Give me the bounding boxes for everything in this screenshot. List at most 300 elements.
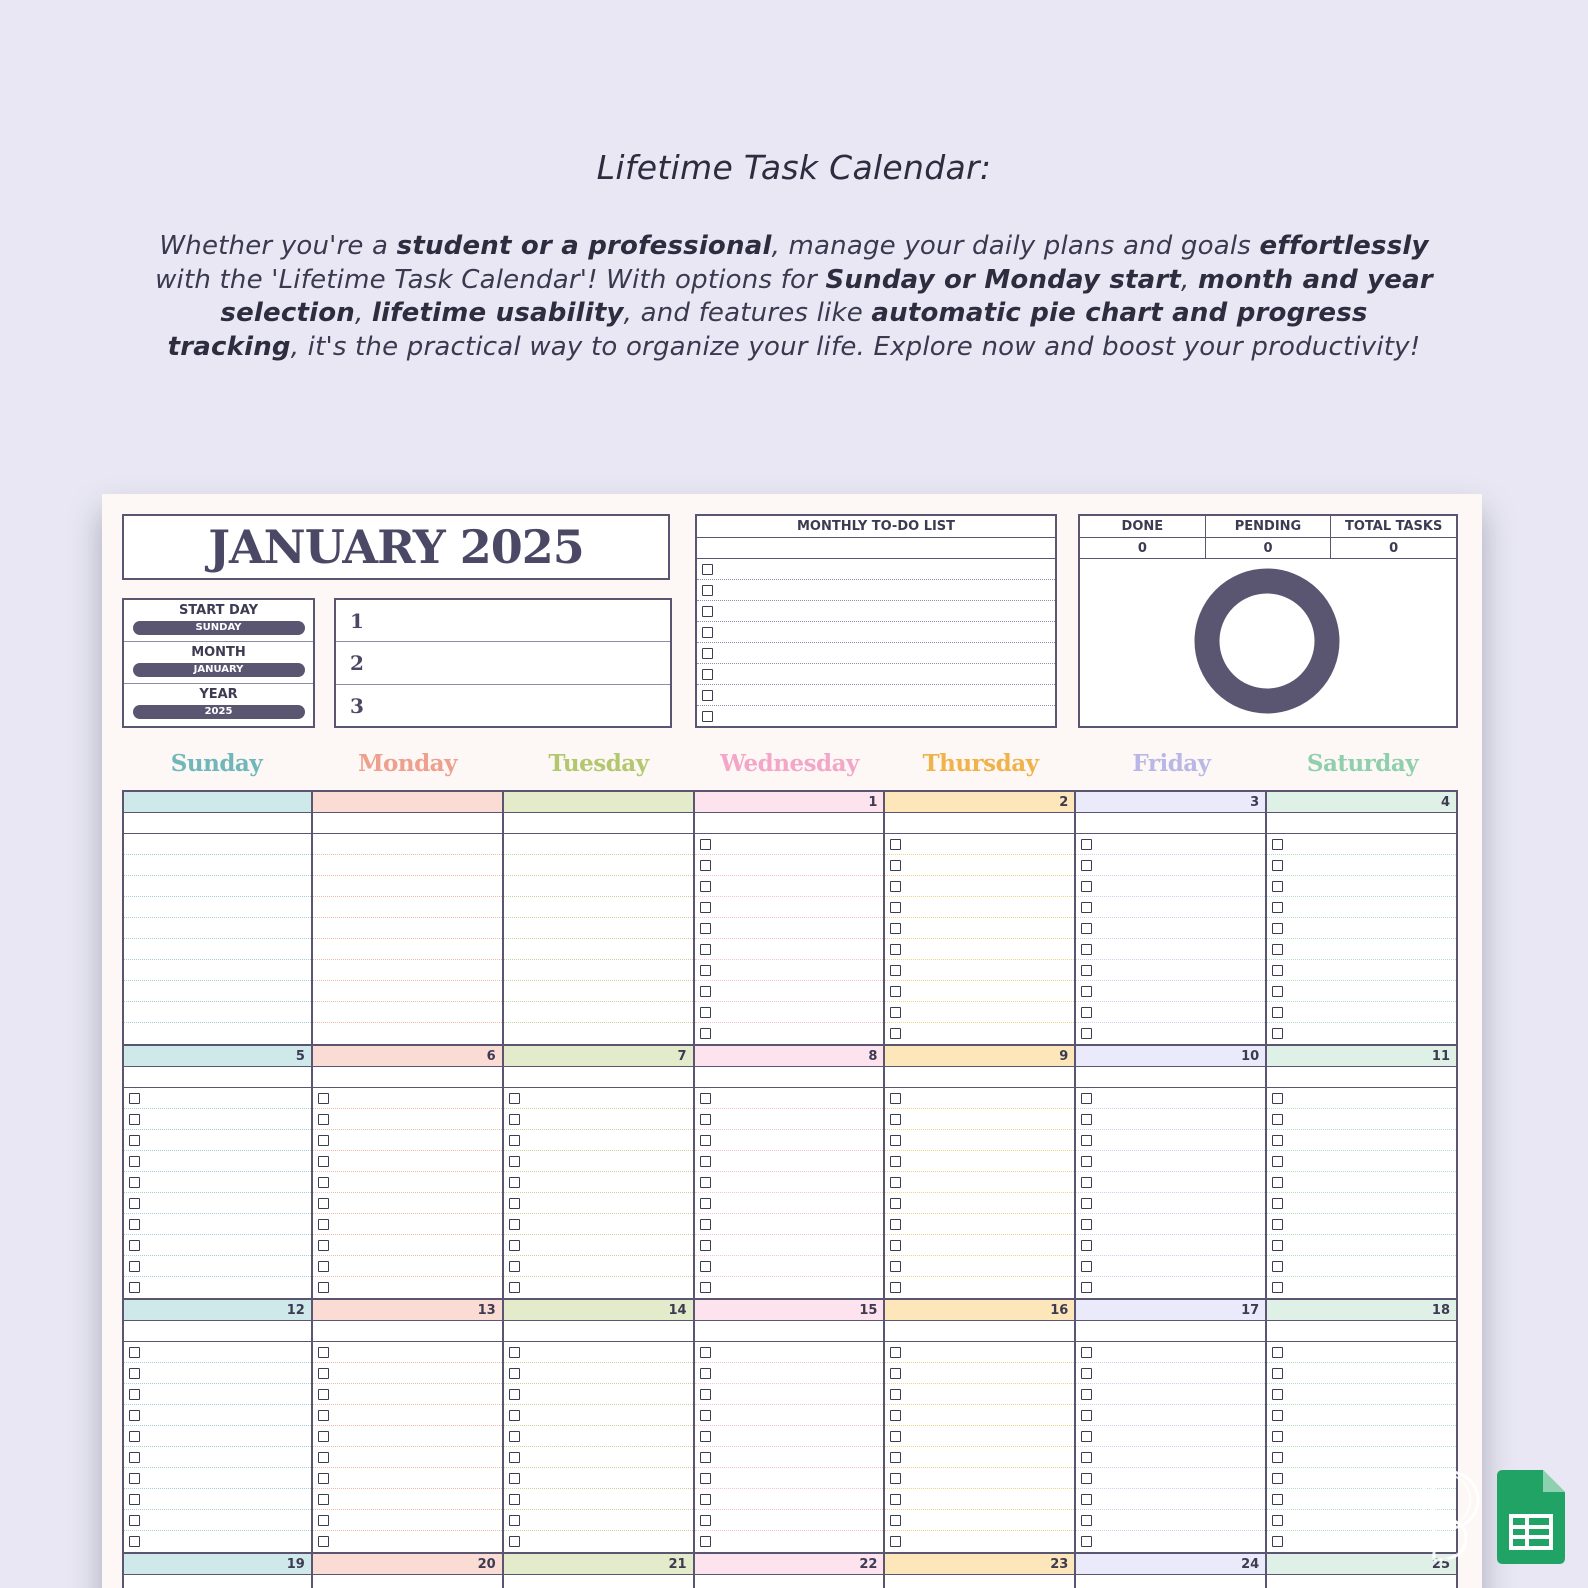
task-line[interactable]: [504, 1130, 693, 1151]
task-line[interactable]: [1267, 1023, 1456, 1044]
checkbox[interactable]: [1272, 1494, 1283, 1505]
task-line[interactable]: [313, 1426, 502, 1447]
task-line[interactable]: [504, 918, 693, 939]
checkbox[interactable]: [1081, 1410, 1092, 1421]
task-line[interactable]: [313, 1531, 502, 1552]
checkbox[interactable]: [318, 1515, 329, 1526]
task-line[interactable]: [885, 1172, 1074, 1193]
task-line[interactable]: [504, 1172, 693, 1193]
month-dropdown[interactable]: JANUARY: [133, 663, 305, 677]
checkbox[interactable]: [1081, 902, 1092, 913]
checkbox[interactable]: [700, 1473, 711, 1484]
task-line[interactable]: [313, 918, 502, 939]
checkbox[interactable]: [318, 1473, 329, 1484]
checkbox[interactable]: [509, 1093, 520, 1104]
task-line[interactable]: [695, 918, 884, 939]
day-note[interactable]: [313, 1575, 502, 1588]
task-line[interactable]: [1267, 1426, 1456, 1447]
checkbox[interactable]: [318, 1347, 329, 1358]
task-line[interactable]: [885, 1510, 1074, 1531]
task-line[interactable]: [313, 1130, 502, 1151]
task-line[interactable]: [504, 1510, 693, 1531]
checkbox[interactable]: [1272, 1282, 1283, 1293]
day-note[interactable]: [885, 813, 1074, 834]
checkbox[interactable]: [1081, 1515, 1092, 1526]
day-note[interactable]: [1267, 1067, 1456, 1088]
todo-row[interactable]: [697, 622, 1055, 643]
task-line[interactable]: [124, 1023, 311, 1044]
checkbox[interactable]: [890, 1368, 901, 1379]
task-line[interactable]: [504, 1447, 693, 1468]
task-line[interactable]: [885, 1151, 1074, 1172]
checkbox[interactable]: [890, 1093, 901, 1104]
task-line[interactable]: [313, 1277, 502, 1298]
checkbox[interactable]: [509, 1198, 520, 1209]
checkbox[interactable]: [890, 1135, 901, 1146]
task-line[interactable]: [695, 939, 884, 960]
task-line[interactable]: [695, 1109, 884, 1130]
task-line[interactable]: [885, 1384, 1074, 1405]
task-line[interactable]: [504, 1489, 693, 1510]
task-line[interactable]: [504, 897, 693, 918]
checkbox[interactable]: [1272, 1452, 1283, 1463]
checkbox[interactable]: [1081, 1135, 1092, 1146]
task-line[interactable]: [695, 855, 884, 876]
task-line[interactable]: [313, 1235, 502, 1256]
checkbox[interactable]: [702, 606, 713, 617]
task-line[interactable]: [1076, 1405, 1265, 1426]
checkbox[interactable]: [1272, 860, 1283, 871]
checkbox[interactable]: [318, 1240, 329, 1251]
checkbox[interactable]: [1272, 1093, 1283, 1104]
day-note[interactable]: [695, 1575, 884, 1588]
task-line[interactable]: [885, 1405, 1074, 1426]
checkbox[interactable]: [129, 1431, 140, 1442]
task-line[interactable]: [313, 1363, 502, 1384]
checkbox[interactable]: [1081, 986, 1092, 997]
checkbox[interactable]: [890, 1494, 901, 1505]
checkbox[interactable]: [509, 1389, 520, 1400]
setting-month[interactable]: [124, 642, 313, 684]
checkbox[interactable]: [509, 1536, 520, 1547]
task-line[interactable]: [1267, 1277, 1456, 1298]
task-line[interactable]: [1076, 1256, 1265, 1277]
checkbox[interactable]: [1272, 1156, 1283, 1167]
checkbox[interactable]: [700, 1389, 711, 1400]
checkbox[interactable]: [1081, 1536, 1092, 1547]
task-line[interactable]: [695, 1088, 884, 1109]
checkbox[interactable]: [129, 1282, 140, 1293]
todo-row[interactable]: [697, 580, 1055, 601]
task-line[interactable]: [1267, 918, 1456, 939]
task-line[interactable]: [313, 1447, 502, 1468]
task-line[interactable]: [313, 1489, 502, 1510]
checkbox[interactable]: [700, 1156, 711, 1167]
checkbox[interactable]: [700, 1114, 711, 1125]
task-line[interactable]: [1076, 939, 1265, 960]
checkbox[interactable]: [1272, 965, 1283, 976]
task-line[interactable]: [885, 834, 1074, 855]
checkbox[interactable]: [700, 881, 711, 892]
task-line[interactable]: [124, 1256, 311, 1277]
checkbox[interactable]: [509, 1114, 520, 1125]
checkbox[interactable]: [318, 1494, 329, 1505]
checkbox[interactable]: [129, 1219, 140, 1230]
task-line[interactable]: [885, 1256, 1074, 1277]
checkbox[interactable]: [700, 1198, 711, 1209]
checkbox[interactable]: [129, 1452, 140, 1463]
checkbox[interactable]: [890, 1431, 901, 1442]
task-line[interactable]: [504, 1235, 693, 1256]
task-line[interactable]: [124, 1405, 311, 1426]
task-line[interactable]: [885, 876, 1074, 897]
checkbox[interactable]: [1081, 1219, 1092, 1230]
checkbox[interactable]: [318, 1093, 329, 1104]
task-line[interactable]: [1267, 1193, 1456, 1214]
task-line[interactable]: [885, 1468, 1074, 1489]
checkbox[interactable]: [890, 1156, 901, 1167]
task-line[interactable]: [885, 1235, 1074, 1256]
task-line[interactable]: [504, 1023, 693, 1044]
task-line[interactable]: [885, 1193, 1074, 1214]
checkbox[interactable]: [702, 711, 713, 722]
checkbox[interactable]: [1081, 1028, 1092, 1039]
todo-row[interactable]: [697, 601, 1055, 622]
task-line[interactable]: [695, 1277, 884, 1298]
task-line[interactable]: [313, 1468, 502, 1489]
task-line[interactable]: [1267, 855, 1456, 876]
checkbox[interactable]: [129, 1093, 140, 1104]
checkbox[interactable]: [318, 1431, 329, 1442]
task-line[interactable]: [504, 1256, 693, 1277]
task-line[interactable]: [695, 1342, 884, 1363]
task-line[interactable]: [504, 1277, 693, 1298]
task-line[interactable]: [124, 876, 311, 897]
task-line[interactable]: [695, 1489, 884, 1510]
task-line[interactable]: [1076, 1363, 1265, 1384]
task-line[interactable]: [313, 1214, 502, 1235]
checkbox[interactable]: [700, 965, 711, 976]
checkbox[interactable]: [890, 1198, 901, 1209]
checkbox[interactable]: [890, 944, 901, 955]
task-line[interactable]: [695, 1256, 884, 1277]
todo-row[interactable]: [697, 706, 1055, 727]
checkbox[interactable]: [1272, 1389, 1283, 1400]
task-line[interactable]: [1267, 960, 1456, 981]
checkbox[interactable]: [318, 1114, 329, 1125]
day-note[interactable]: [1267, 1321, 1456, 1342]
task-line[interactable]: [504, 1405, 693, 1426]
task-line[interactable]: [504, 1109, 693, 1130]
checkbox[interactable]: [1081, 1473, 1092, 1484]
task-line[interactable]: [1267, 1109, 1456, 1130]
task-line[interactable]: [124, 897, 311, 918]
day-note[interactable]: [313, 1321, 502, 1342]
task-line[interactable]: [1267, 1342, 1456, 1363]
day-note[interactable]: [695, 813, 884, 834]
checkbox[interactable]: [318, 1452, 329, 1463]
task-line[interactable]: [1267, 1214, 1456, 1235]
checkbox[interactable]: [700, 860, 711, 871]
task-line[interactable]: [885, 1088, 1074, 1109]
checkbox[interactable]: [700, 1261, 711, 1272]
task-line[interactable]: [695, 1214, 884, 1235]
task-line[interactable]: [124, 960, 311, 981]
day-note[interactable]: [124, 1321, 311, 1342]
task-line[interactable]: [695, 1363, 884, 1384]
day-note[interactable]: [1076, 813, 1265, 834]
task-line[interactable]: [313, 897, 502, 918]
checkbox[interactable]: [129, 1536, 140, 1547]
task-line[interactable]: [1267, 1130, 1456, 1151]
task-line[interactable]: [504, 876, 693, 897]
task-line[interactable]: [1076, 1151, 1265, 1172]
day-note[interactable]: [504, 813, 693, 834]
checkbox[interactable]: [890, 1347, 901, 1358]
task-line[interactable]: [504, 1426, 693, 1447]
task-line[interactable]: [1076, 1531, 1265, 1552]
checkbox[interactable]: [318, 1368, 329, 1379]
task-line[interactable]: [885, 855, 1074, 876]
day-note[interactable]: [313, 813, 502, 834]
checkbox[interactable]: [509, 1473, 520, 1484]
checkbox[interactable]: [1272, 1114, 1283, 1125]
task-line[interactable]: [695, 1510, 884, 1531]
task-line[interactable]: [695, 1151, 884, 1172]
checkbox[interactable]: [129, 1177, 140, 1188]
task-line[interactable]: [695, 1468, 884, 1489]
checkbox[interactable]: [700, 1347, 711, 1358]
start-day-dropdown[interactable]: SUNDAY: [133, 621, 305, 635]
day-note[interactable]: [695, 1321, 884, 1342]
task-line[interactable]: [885, 1489, 1074, 1510]
task-line[interactable]: [1076, 960, 1265, 981]
day-note[interactable]: [885, 1321, 1074, 1342]
task-line[interactable]: [313, 1256, 502, 1277]
task-line[interactable]: [504, 1214, 693, 1235]
checkbox[interactable]: [1081, 1177, 1092, 1188]
task-line[interactable]: [124, 1002, 311, 1023]
checkbox[interactable]: [509, 1431, 520, 1442]
checkbox[interactable]: [1081, 1007, 1092, 1018]
task-line[interactable]: [124, 981, 311, 1002]
day-note[interactable]: [695, 1067, 884, 1088]
task-line[interactable]: [1076, 897, 1265, 918]
task-line[interactable]: [124, 834, 311, 855]
checkbox[interactable]: [700, 1536, 711, 1547]
task-line[interactable]: [1076, 1384, 1265, 1405]
task-line[interactable]: [124, 855, 311, 876]
checkbox[interactable]: [890, 1515, 901, 1526]
task-line[interactable]: [1076, 1468, 1265, 1489]
task-line[interactable]: [695, 1426, 884, 1447]
checkbox[interactable]: [890, 1219, 901, 1230]
checkbox[interactable]: [1081, 1347, 1092, 1358]
task-line[interactable]: [1267, 834, 1456, 855]
checkbox[interactable]: [1272, 986, 1283, 997]
checkbox[interactable]: [702, 648, 713, 659]
day-note[interactable]: [1267, 1575, 1456, 1588]
task-line[interactable]: [885, 1023, 1074, 1044]
checkbox[interactable]: [700, 1028, 711, 1039]
setting-start-day[interactable]: [124, 600, 313, 642]
checkbox[interactable]: [318, 1135, 329, 1146]
task-line[interactable]: [504, 1193, 693, 1214]
task-line[interactable]: [1076, 1342, 1265, 1363]
task-line[interactable]: [313, 1023, 502, 1044]
task-line[interactable]: [124, 1193, 311, 1214]
task-line[interactable]: [124, 1342, 311, 1363]
task-line[interactable]: [695, 1405, 884, 1426]
checkbox[interactable]: [129, 1473, 140, 1484]
checkbox[interactable]: [890, 839, 901, 850]
todo-header-blank[interactable]: [697, 538, 1055, 559]
checkbox[interactable]: [129, 1515, 140, 1526]
task-line[interactable]: [695, 876, 884, 897]
task-line[interactable]: [124, 1468, 311, 1489]
task-line[interactable]: [504, 1363, 693, 1384]
checkbox[interactable]: [318, 1156, 329, 1167]
checkbox[interactable]: [1081, 1093, 1092, 1104]
checkbox[interactable]: [129, 1410, 140, 1421]
checkbox[interactable]: [1081, 1261, 1092, 1272]
checkbox[interactable]: [700, 1410, 711, 1421]
todo-row[interactable]: [697, 559, 1055, 580]
task-line[interactable]: [313, 1342, 502, 1363]
checkbox[interactable]: [890, 923, 901, 934]
checkbox[interactable]: [318, 1389, 329, 1400]
checkbox[interactable]: [890, 881, 901, 892]
checkbox[interactable]: [318, 1536, 329, 1547]
checkbox[interactable]: [700, 1494, 711, 1505]
task-line[interactable]: [124, 1214, 311, 1235]
day-note[interactable]: [1267, 813, 1456, 834]
checkbox[interactable]: [1081, 881, 1092, 892]
checkbox[interactable]: [702, 564, 713, 575]
checkbox[interactable]: [1081, 944, 1092, 955]
task-line[interactable]: [313, 855, 502, 876]
checkbox[interactable]: [509, 1177, 520, 1188]
task-line[interactable]: [1267, 876, 1456, 897]
task-line[interactable]: [1267, 1256, 1456, 1277]
task-line[interactable]: [695, 1235, 884, 1256]
task-line[interactable]: [885, 1214, 1074, 1235]
checkbox[interactable]: [1081, 965, 1092, 976]
task-line[interactable]: [124, 1384, 311, 1405]
task-line[interactable]: [504, 939, 693, 960]
task-line[interactable]: [504, 1342, 693, 1363]
checkbox[interactable]: [890, 902, 901, 913]
year-dropdown[interactable]: 2025: [133, 705, 305, 719]
checkbox[interactable]: [1272, 1007, 1283, 1018]
task-line[interactable]: [885, 1130, 1074, 1151]
checkbox[interactable]: [700, 944, 711, 955]
checkbox[interactable]: [1272, 839, 1283, 850]
checkbox[interactable]: [890, 1452, 901, 1463]
checkbox[interactable]: [129, 1347, 140, 1358]
checkbox[interactable]: [318, 1177, 329, 1188]
checkbox[interactable]: [1081, 1431, 1092, 1442]
task-line[interactable]: [695, 834, 884, 855]
task-line[interactable]: [1076, 1510, 1265, 1531]
checkbox[interactable]: [1272, 1198, 1283, 1209]
task-line[interactable]: [1076, 1193, 1265, 1214]
task-line[interactable]: [885, 1277, 1074, 1298]
checkbox[interactable]: [1272, 1431, 1283, 1442]
task-line[interactable]: [1267, 981, 1456, 1002]
task-line[interactable]: [124, 1363, 311, 1384]
checkbox[interactable]: [509, 1282, 520, 1293]
task-line[interactable]: [313, 1193, 502, 1214]
task-line[interactable]: [124, 1510, 311, 1531]
task-line[interactable]: [313, 1151, 502, 1172]
task-line[interactable]: [1076, 981, 1265, 1002]
checkbox[interactable]: [509, 1261, 520, 1272]
task-line[interactable]: [1076, 1002, 1265, 1023]
checkbox[interactable]: [1272, 1368, 1283, 1379]
task-line[interactable]: [504, 1002, 693, 1023]
checkbox[interactable]: [700, 1515, 711, 1526]
task-line[interactable]: [504, 960, 693, 981]
checkbox[interactable]: [890, 1007, 901, 1018]
checkbox[interactable]: [509, 1219, 520, 1230]
task-line[interactable]: [695, 1172, 884, 1193]
day-note[interactable]: [124, 1067, 311, 1088]
checkbox[interactable]: [1272, 923, 1283, 934]
task-line[interactable]: [885, 939, 1074, 960]
task-line[interactable]: [1267, 897, 1456, 918]
task-line[interactable]: [504, 1384, 693, 1405]
checkbox[interactable]: [509, 1135, 520, 1146]
priority-row[interactable]: 2: [336, 642, 670, 684]
checkbox[interactable]: [700, 1093, 711, 1104]
checkbox[interactable]: [890, 1282, 901, 1293]
day-note[interactable]: [885, 1575, 1074, 1588]
checkbox[interactable]: [1081, 1494, 1092, 1505]
task-line[interactable]: [504, 1088, 693, 1109]
task-line[interactable]: [695, 1023, 884, 1044]
day-note[interactable]: [1076, 1067, 1265, 1088]
day-note[interactable]: [1076, 1575, 1265, 1588]
checkbox[interactable]: [890, 1114, 901, 1125]
checkbox[interactable]: [509, 1410, 520, 1421]
checkbox[interactable]: [1272, 1261, 1283, 1272]
checkbox[interactable]: [1081, 1389, 1092, 1400]
checkbox[interactable]: [129, 1389, 140, 1400]
checkbox[interactable]: [890, 1261, 901, 1272]
checkbox[interactable]: [890, 986, 901, 997]
task-line[interactable]: [124, 1130, 311, 1151]
task-line[interactable]: [313, 960, 502, 981]
checkbox[interactable]: [700, 902, 711, 913]
checkbox[interactable]: [1272, 1240, 1283, 1251]
task-line[interactable]: [885, 1342, 1074, 1363]
task-line[interactable]: [124, 1109, 311, 1130]
task-line[interactable]: [1267, 1363, 1456, 1384]
task-line[interactable]: [313, 1002, 502, 1023]
setting-year[interactable]: [124, 684, 313, 726]
day-note[interactable]: [1076, 1321, 1265, 1342]
task-line[interactable]: [1076, 1172, 1265, 1193]
task-line[interactable]: [1267, 1447, 1456, 1468]
checkbox[interactable]: [700, 839, 711, 850]
task-line[interactable]: [124, 1277, 311, 1298]
checkbox[interactable]: [1081, 1156, 1092, 1167]
checkbox[interactable]: [890, 1177, 901, 1188]
task-line[interactable]: [1076, 1489, 1265, 1510]
checkbox[interactable]: [702, 669, 713, 680]
checkbox[interactable]: [129, 1156, 140, 1167]
